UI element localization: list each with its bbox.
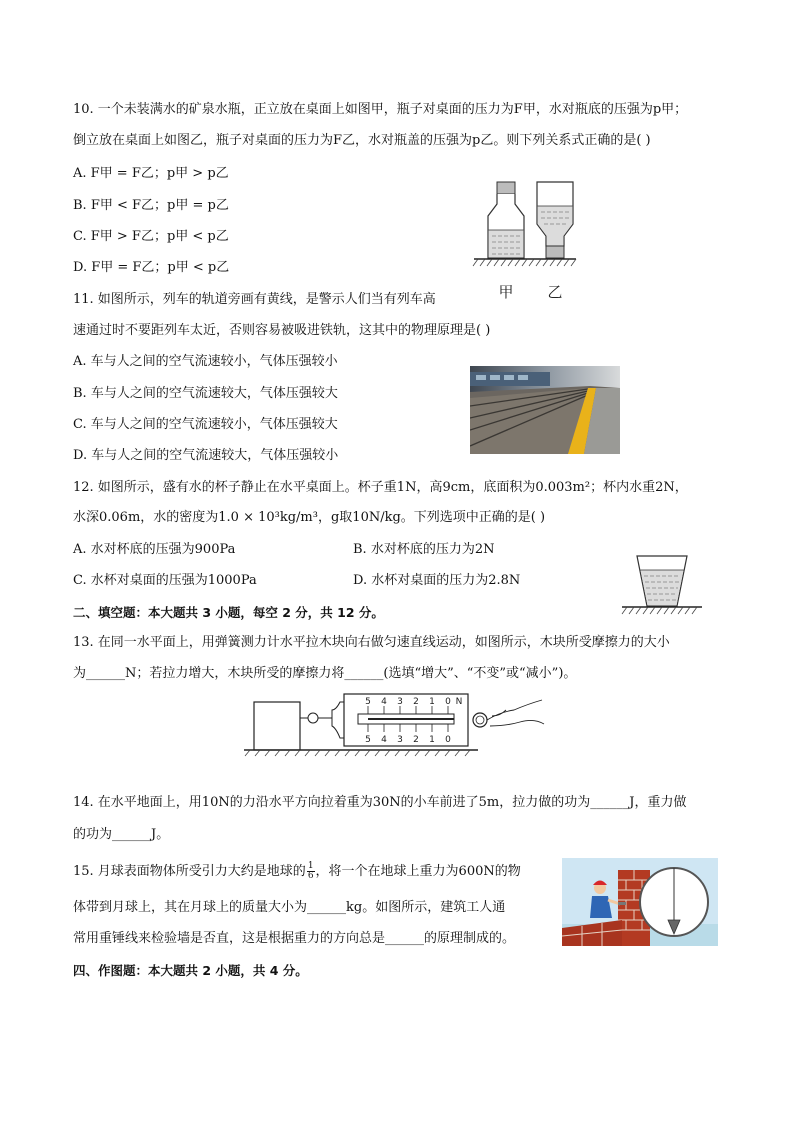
scale-top-0: 0 (445, 697, 451, 707)
scale-top-1: 1 (429, 697, 435, 707)
spring-scale-figure (244, 690, 550, 760)
scale-top-5: 5 (365, 697, 371, 707)
scale-top-4: 4 (381, 697, 387, 707)
scale-bottom-4: 4 (381, 735, 387, 745)
q11-option-d: D. 车与人之间的空气流速较大，气体压强较小 (73, 448, 339, 463)
scale-bottom-5: 5 (365, 735, 371, 745)
q12-option-c: C. 水杯对桌面的压强为1000Pa (73, 573, 257, 588)
scale-bottom-0: 0 (445, 735, 451, 745)
q12-option-a: A. 水对杯底的压强为900Pa (73, 542, 236, 557)
fraction-denominator: 6 (307, 871, 314, 881)
q13-stem-line1: 13. 在同一水平面上，用弹簧测力计水平拉木块向右做匀速直线运动，如图所示，木块所受摩擦力的大小 (73, 635, 670, 650)
q10-option-b: B. F甲 < F乙；p甲 = p乙 (73, 198, 229, 213)
q12-option-b: B. 水对杯底的压力为2N (353, 542, 495, 557)
q15-stem-line2: 体带到月球上，其在月球上的质量大小为______kg。如图所示，建筑工人通 (73, 900, 506, 915)
section-drawing-heading: 四、作图题：本大题共 2 小题，共 4 分。 (73, 963, 308, 978)
q11-option-b: B. 车与人之间的空气流速较大，气体压强较大 (73, 386, 338, 401)
q12-stem-line1: 12. 如图所示，盛有水的杯子静止在水平桌面上。杯子重1N，高9cm，底面积为0.003m²；杯内水重2N， (73, 480, 688, 495)
section-fill-in-heading: 二、填空题：本大题共 3 小题，每空 2 分，共 12 分。 (73, 605, 384, 620)
railway-photo (470, 366, 620, 454)
upright-bottle (488, 182, 524, 258)
q10-option-d: D. F甲 = F乙；p甲 < p乙 (73, 260, 230, 275)
scale-bottom-2: 2 (413, 735, 419, 745)
inverted-bottle (537, 182, 573, 258)
scale-bottom-3: 3 (397, 735, 403, 745)
q15-stem-line1 (73, 862, 521, 881)
q15-stem-part-a: 15. 月球表面物体所受引力大约是地球的 (73, 864, 306, 879)
plumb-line-figure (562, 858, 718, 946)
fraction-numerator: 1 (307, 861, 314, 871)
q11-option-a: A. 车与人之间的空气流速较小，气体压强较小 (73, 354, 338, 369)
q12-option-d: D. 水杯对桌面的压力为2.8N (353, 573, 521, 588)
q11-stem-line2: 速通过时不要距列车太近，否则容易被吸进铁轨，这其中的物理原理是( ) (73, 323, 491, 338)
cup-figure (620, 552, 704, 618)
scale-top-2: 2 (413, 697, 419, 707)
hand-sketch (487, 700, 544, 726)
q15-stem-part-b: ，将一个在地球上重力为600N的物 (315, 864, 521, 879)
label-yi: 乙 (547, 283, 563, 301)
scale-unit: N (455, 697, 463, 707)
q15-stem-line3: 常用重锤线来检验墙是否直，这是根据重力的方向总是______的原理制成的。 (73, 931, 516, 946)
bottle-figure (470, 176, 580, 304)
q13-stem-line2: 为______N；若拉力增大，木块所受的摩擦力将______(选填“增大”、“不变”或“减小”)。 (73, 666, 577, 681)
q10-stem-line1: 10. 一个未装满水的矿泉水瓶，正立放在桌面上如图甲，瓶子对桌面的压力为F甲，水对瓶底的压强为p甲； (73, 102, 688, 117)
q10-option-a: A. F甲 = F乙；p甲 > p乙 (73, 166, 229, 181)
label-jia: 甲 (498, 283, 514, 301)
q11-stem-line1: 11. 如图所示，列车的轨道旁画有黄线，是警示人们当有列车高 (73, 292, 436, 307)
q14-stem-line1: 14. 在水平地面上，用10N的力沿水平方向拉着重为30N的小车前进了5m，拉力做的功为______J，重力做 (73, 795, 687, 810)
q10-stem-line2: 倒立放在桌面上如图乙，瓶子对桌面的压力为F乙，水对瓶盖的压强为p乙。则下列关系式正确的是( ) (73, 133, 651, 148)
q10-option-c: C. F甲 > F乙；p甲 < p乙 (73, 229, 229, 244)
scale-top-3: 3 (397, 697, 403, 707)
q12-stem-line2: 水深0.06m，水的密度为1.0 × 10³kg/m³，g取10N/kg。下列选项中正确的是( ) (73, 510, 546, 525)
fraction-one-sixth (307, 862, 315, 881)
q14-stem-line2: 的功为______J。 (73, 827, 170, 842)
wooden-block (254, 702, 300, 750)
scale-bottom-1: 1 (429, 735, 435, 745)
plumb-bob-inset (640, 868, 708, 936)
q11-option-c: C. 车与人之间的空气流速较小，气体压强较大 (73, 417, 338, 432)
